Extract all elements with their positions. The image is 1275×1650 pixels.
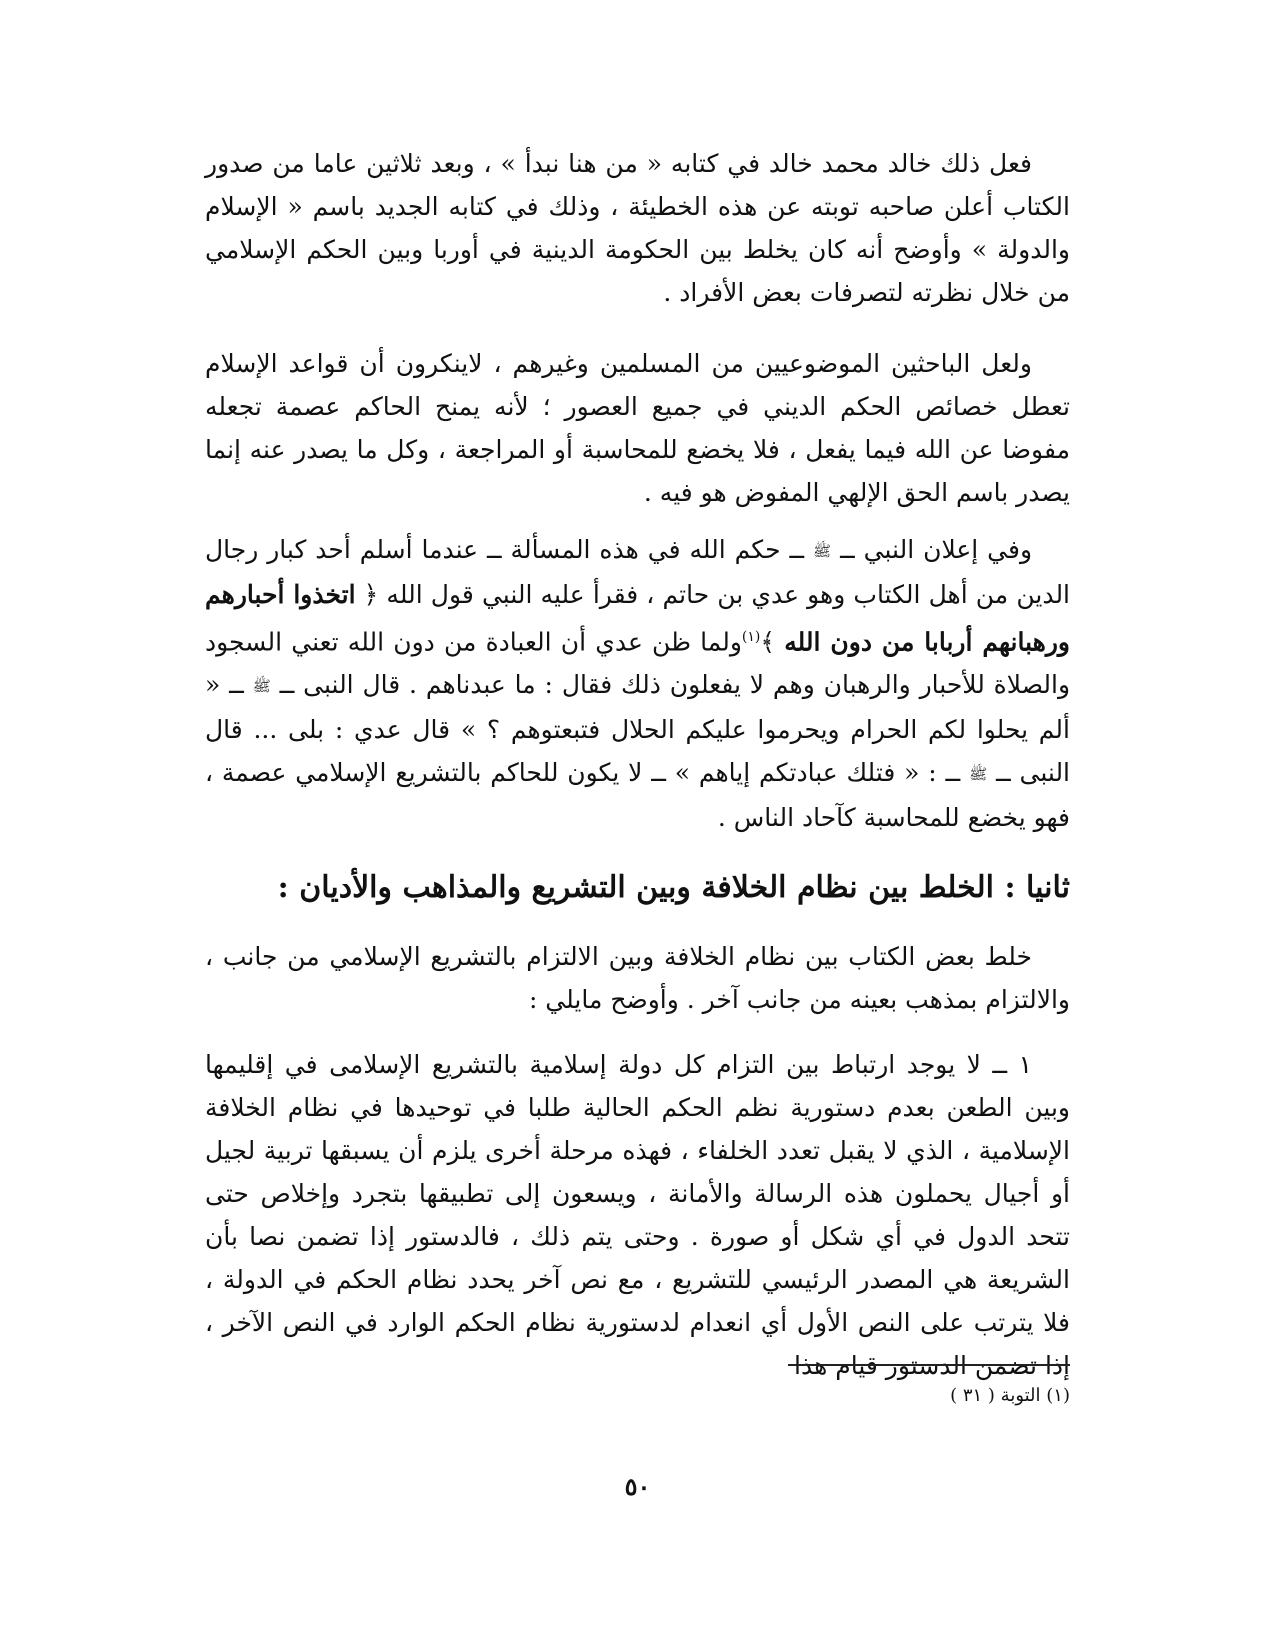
paragraph-4-text: خلط بعض الكتاب بين نظام الخلافة وبين الالتزام بالتشريع الإسلامي من جانب ، والالتزام بمذهب بعينه من جانب آخر . وأوضح مايلي : <box>205 942 1070 1014</box>
paragraph-4 <box>205 935 1070 1021</box>
paragraph-3-part-b: ــ حكم الله في هذه المسألة ــ عندما أسلم أحد كبار رجال الدين من أهل الكتاب وهو عدي بن حاتم ، فقرأ عليه النبي قول الله ﴿ <box>205 535 1071 609</box>
page-number: ٥٠ <box>624 1472 651 1501</box>
paragraph-3-part-f: ــ : « فتلك عبادتكم إياهم » ــ لا يكون للحاكم بالتشريع الإسلامي عصمة ، فهو يخضع للمحاسبة كآحاد الناس . <box>205 758 1070 833</box>
salawat-glyph: ﷺ <box>969 765 988 784</box>
paragraph-5 <box>205 1043 1070 1387</box>
footnote-divider <box>788 1364 1070 1366</box>
paragraph-3-part-c: ﴾ <box>760 627 776 657</box>
paragraph-3-part-e: ــ « ألم يحلوا لكم الحرام ويحرموا عليكم الحلال فتبعتوهم ؟ » قال عدي : بلى ... قال النبى ــ <box>205 670 1071 788</box>
footnote: (١) التوبة ( ٣١ ) <box>950 1385 1070 1406</box>
quran-verse: اتخذوا أحبارهم ورهبانهم أربابا من دون الله <box>205 580 1070 657</box>
salawat-glyph: ﷺ <box>252 677 271 696</box>
paragraph-5-text: ١ ــ لا يوجد ارتباط بين التزام كل دولة إسلامية بالتشريع الإسلامى في إقليمها وبين الطعن بعدم دستورية نظم الحكم الحالية طلبا في توحيدها في نظام الخلافة الإسلامية ، الذي لا يقبل تعدد الخلفاء ، فهذه مرحلة أخرى يلزم أن يسبقها تربية لجيل أو أجيال يحملون هذه الرسالة والأمانة ، ويسعون إلى تطبيقها بتجرد وإخلاص حتى تتحد الدول في أي شكل أو صورة . وحتى يتم ذلك ، فالدستور إذا تضمن نصا بأن الشريعة هي المصدر الرئيسي للتشريع ، مع نص آخر يحدد نظام الحكم في الدولة ، فلا يترتب على النص الأول أي انعدام لدستورية نظام الحكم الوارد في النص الآخر ، إذا تضمن الدستور قيام هذا <box>205 1050 1070 1380</box>
paragraph-2-text: ولعل الباحثين الموضوعيين من المسلمين وغيرهم ، لاينكرون أن قواعد الإسلام تعطل خصائص الحكم الديني في جميع العصور ؛ لأنه يمنح الحاكم عصمة تجعله مفوضا عن الله فيما يفعل ، فلا يخضع للمحاسبة أو المراجعة ، وكل ما يصدر عنه إنما يصدر باسم الحق الإلهي المفوض هو فيه . <box>205 349 1070 507</box>
paragraph-3-part-d: ولما ظن عدي أن العبادة من دون الله تعني السجود والصلاة للأحبار والرهبان وهم لا يفعلون ذلك فقال : ما عبدناهم . قال النبى ــ <box>205 627 1071 700</box>
paragraph-1 <box>205 142 1070 314</box>
footnote-reference: (١) <box>741 629 761 645</box>
paragraph-3-part-a: وفي إعلان النبي ــ <box>840 535 1033 564</box>
section-heading: ثانيا : الخلط بين نظام الخلافة وبين التشريع والمذاهب والأديان : <box>277 870 1070 905</box>
paragraph-1-text: فعل ذلك خالد محمد خالد في كتابه « من هنا نبدأ » ، وبعد ثلاثين عاما من صدور الكتاب أعلن صاحبه توبته عن هذه الخطيئة ، وذلك في كتابه الجديد باسم « الإسلام والدولة » وأوضح أنه كان يخلط بين الحكومة الدينية في أوربا وبين الحكم الإسلامي من خلال نظرته لتصرفات بعض الأفراد . <box>205 149 1070 307</box>
paragraph-3 <box>205 528 1070 839</box>
paragraph-2 <box>205 342 1070 514</box>
salawat-glyph: ﷺ <box>813 542 832 560</box>
